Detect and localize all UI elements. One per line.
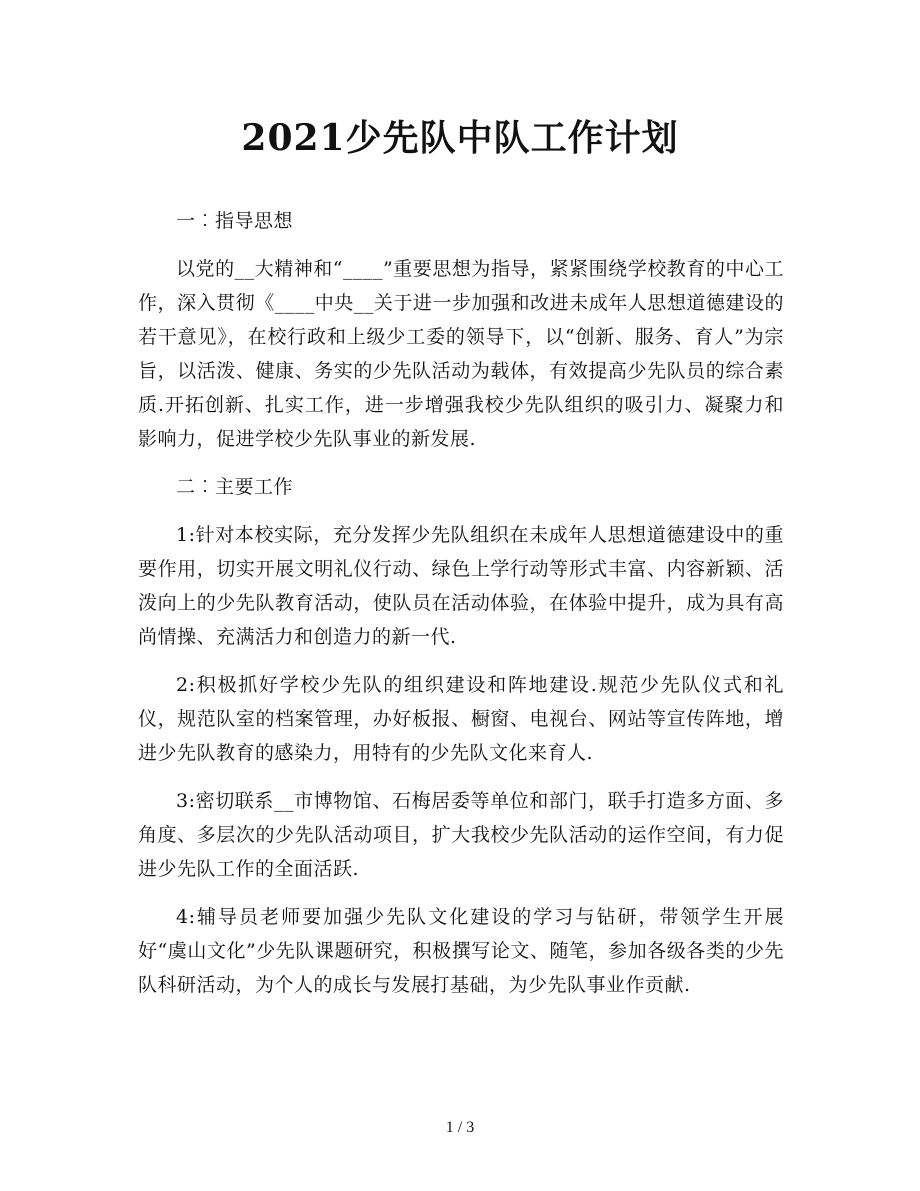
paragraph-work-item-3: 3:密切联系__市博物馆、石梅居委等单位和部门，联手打造多方面、多角度、多层次的少先队活动项目，扩大我校少先队活动的运作空间，有力促进少先队工作的全面活跃. bbox=[138, 790, 784, 880]
page-number: 1 / 3 bbox=[445, 1119, 475, 1136]
paragraph-work-item-1: 1:针对本校实际，充分发挥少先队组织在未成年人思想道德建设中的重要作用，切实开展文明礼仪行动、绿色上学行动等形式丰富、内容新颖、活泼向上的少先队教育活动，使队员在活动体验，在体验中提升，成为具有高尚情操、充满活力和创造力的新一代. bbox=[138, 524, 784, 648]
document-title: 2021少先队中队工作计划 bbox=[241, 117, 679, 159]
document-body bbox=[138, 204, 784, 1016]
section-heading-guiding-ideology: 一︰指导思想 bbox=[176, 210, 294, 232]
section-heading-main-work: 二︰主要工作 bbox=[176, 476, 294, 498]
paragraph-guiding-ideology: 以党的__大精神和“____”重要思想为指导，紧紧围绕学校教育的中心工作，深入贯彻《____中央__关于进一步加强和改进未成年人思想道德建设的若干意见》，在校行政和上级少工委的领导下，以“创新、服务、育人”为宗旨，以活泼、健康、务实的少先队活动为载体，有效提高少先队员的综合素质.开拓创新、扎实工作，进一步增强我校少先队组织的吸引力、凝聚力和影响力，促进学校少先队事业的新发展. bbox=[138, 258, 784, 450]
paragraph-work-item-4: 4:辅导员老师要加强少先队文化建设的学习与钻研，带领学生开展好“虞山文化”少先队课题研究，积极撰写论文、随笔，参加各级各类的少先队科研活动，为个人的成长与发展打基础，为少先队事业作贡献. bbox=[138, 906, 784, 996]
paragraph-work-item-2: 2:积极抓好学校少先队的组织建设和阵地建设.规范少先队仪式和礼仪，规范队室的档案管理，办好板报、橱窗、电视台、网站等宣传阵地，增进少先队教育的感染力，用特有的少先队文化来育人. bbox=[138, 674, 784, 764]
